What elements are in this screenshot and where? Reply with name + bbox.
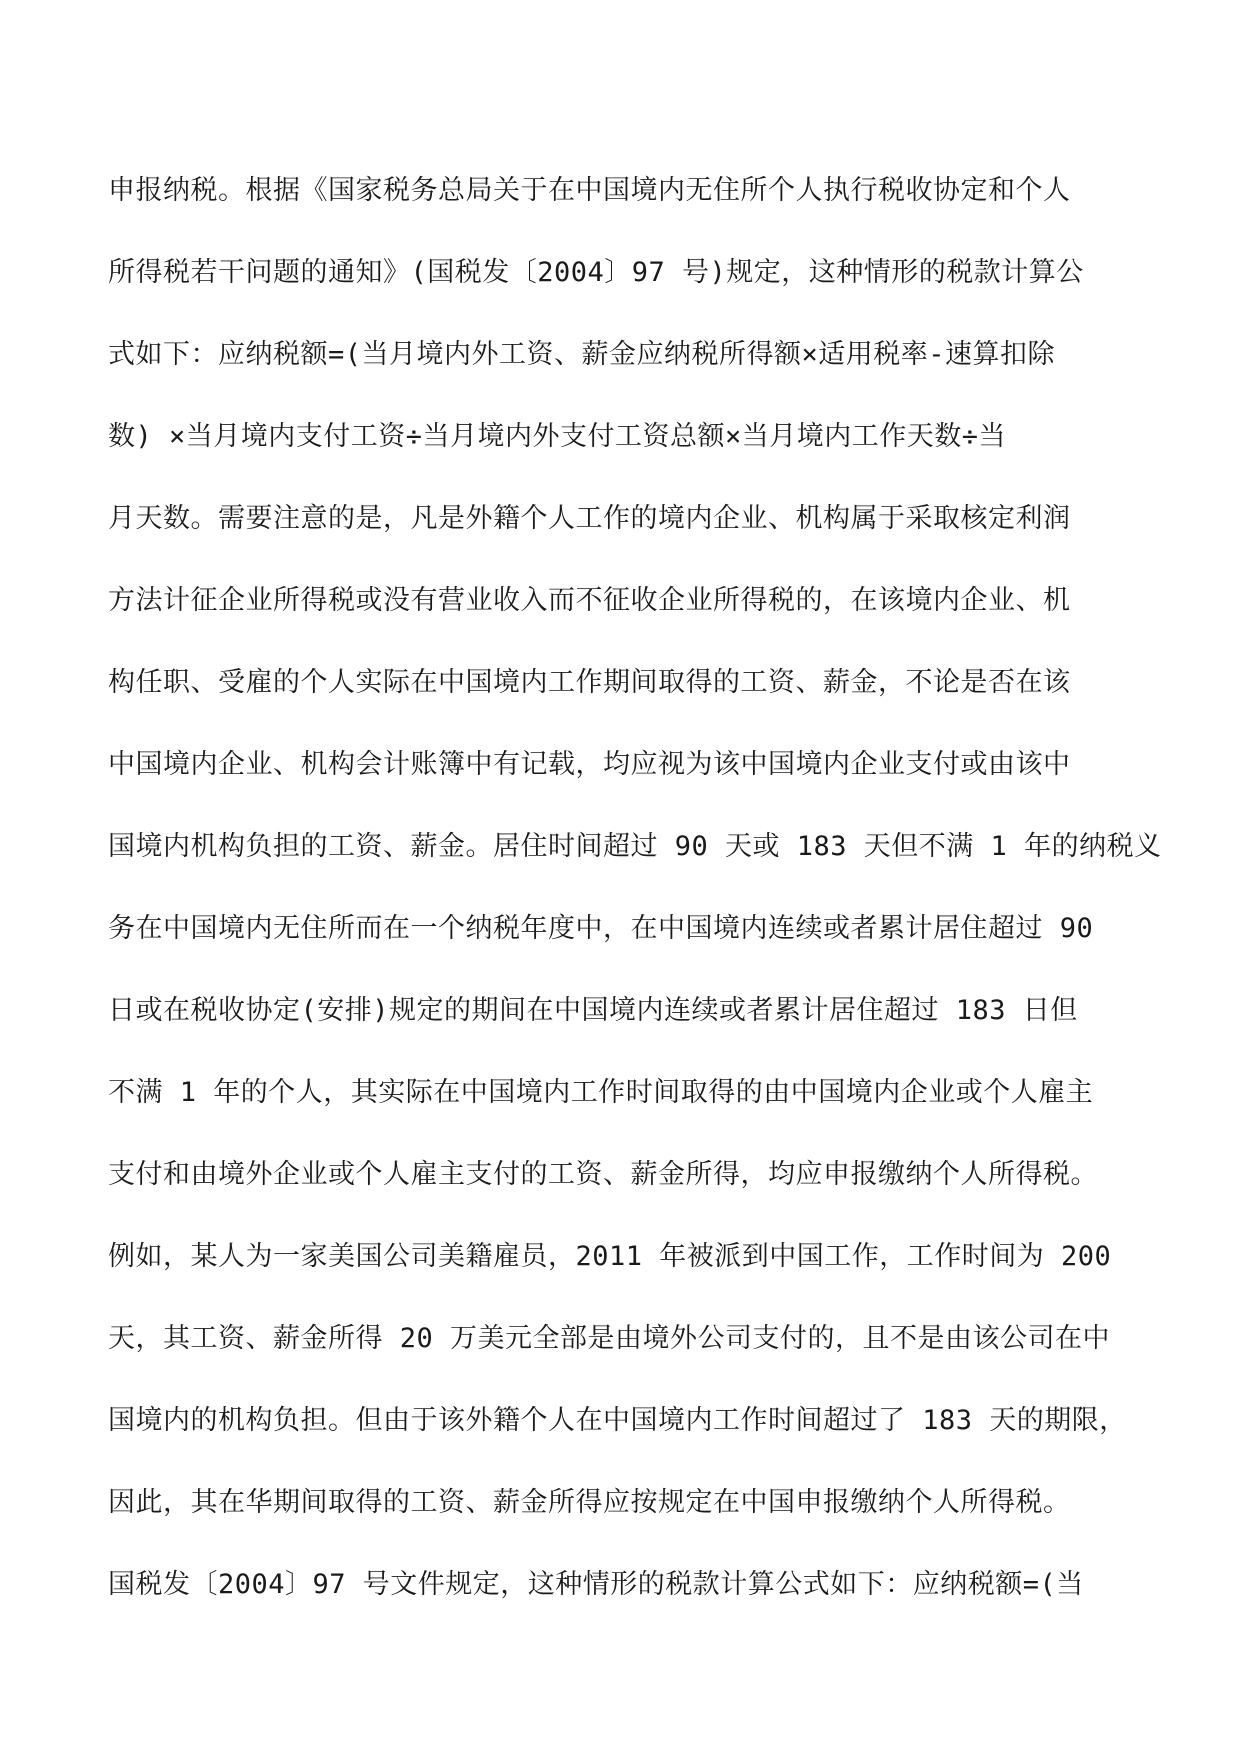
text-line: 数) ×当月境内支付工资÷当月境内外支付工资总额×当月境内工作天数÷当 (108, 421, 1007, 452)
text-line: 支付和由境外企业或个人雇主支付的工资、薪金所得，均应申报缴纳个人所得税。 (108, 1159, 1098, 1190)
text-line: 月天数。需要注意的是，凡是外籍个人工作的境内企业、机构属于采取核定利润 (108, 503, 1071, 534)
text-line: 构任职、受雇的个人实际在中国境内工作期间取得的工资、薪金，不论是否在该 (108, 667, 1071, 698)
text-line: 不满 1 年的个人，其实际在中国境内工作时间取得的由中国境内企业或个人雇主 (108, 1077, 1094, 1108)
text-line: 天，其工资、薪金所得 20 万美元全部是由境外公司支付的，且不是由该公司在中 (108, 1323, 1111, 1354)
text-line: 方法计征企业所得税或没有营业收入而不征收企业所得税的，在该境内企业、机 (108, 585, 1071, 616)
text-line: 例如，某人为一家美国公司美籍雇员，2011 年被派到中国工作，工作时间为 200 (108, 1241, 1112, 1272)
text-line: 国境内机构负担的工资、薪金。居住时间超过 90 天或 183 天但不满 1 年的纳税义 (108, 831, 1162, 862)
text-line: 所得税若干问题的通知》(国税发〔2004〕97 号)规定，这种情形的税款计算公 (108, 257, 1084, 288)
text-line: 申报纳税。根据《国家税务总局关于在中国境内无住所个人执行税收协定和个人 (108, 175, 1071, 206)
text-line: 国境内的机构负担。但由于该外籍个人在中国境内工作时间超过了 183 天的期限， (108, 1405, 1127, 1436)
text-line: 中国境内企业、机构会计账簿中有记载，均应视为该中国境内企业支付或由该中 (108, 749, 1071, 780)
text-line: 日或在税收协定(安排)规定的期间在中国境内连续或者累计居住超过 183 日但 (108, 995, 1078, 1026)
text-line: 因此，其在华期间取得的工资、薪金所得应按规定在中国申报缴纳个人所得税。 (108, 1487, 1071, 1518)
text-line: 务在中国境内无住所而在一个纳税年度中，在中国境内连续或者累计居住超过 90 (108, 913, 1094, 944)
text-line: 式如下：应纳税额=(当月境内外工资、薪金应纳税所得额×适用税率-速算扣除 (108, 339, 1056, 370)
body-text (108, 163, 1162, 1639)
text-line: 国税发〔2004〕97 号文件规定，这种情形的税款计算公式如下：应纳税额=(当 (108, 1569, 1084, 1600)
